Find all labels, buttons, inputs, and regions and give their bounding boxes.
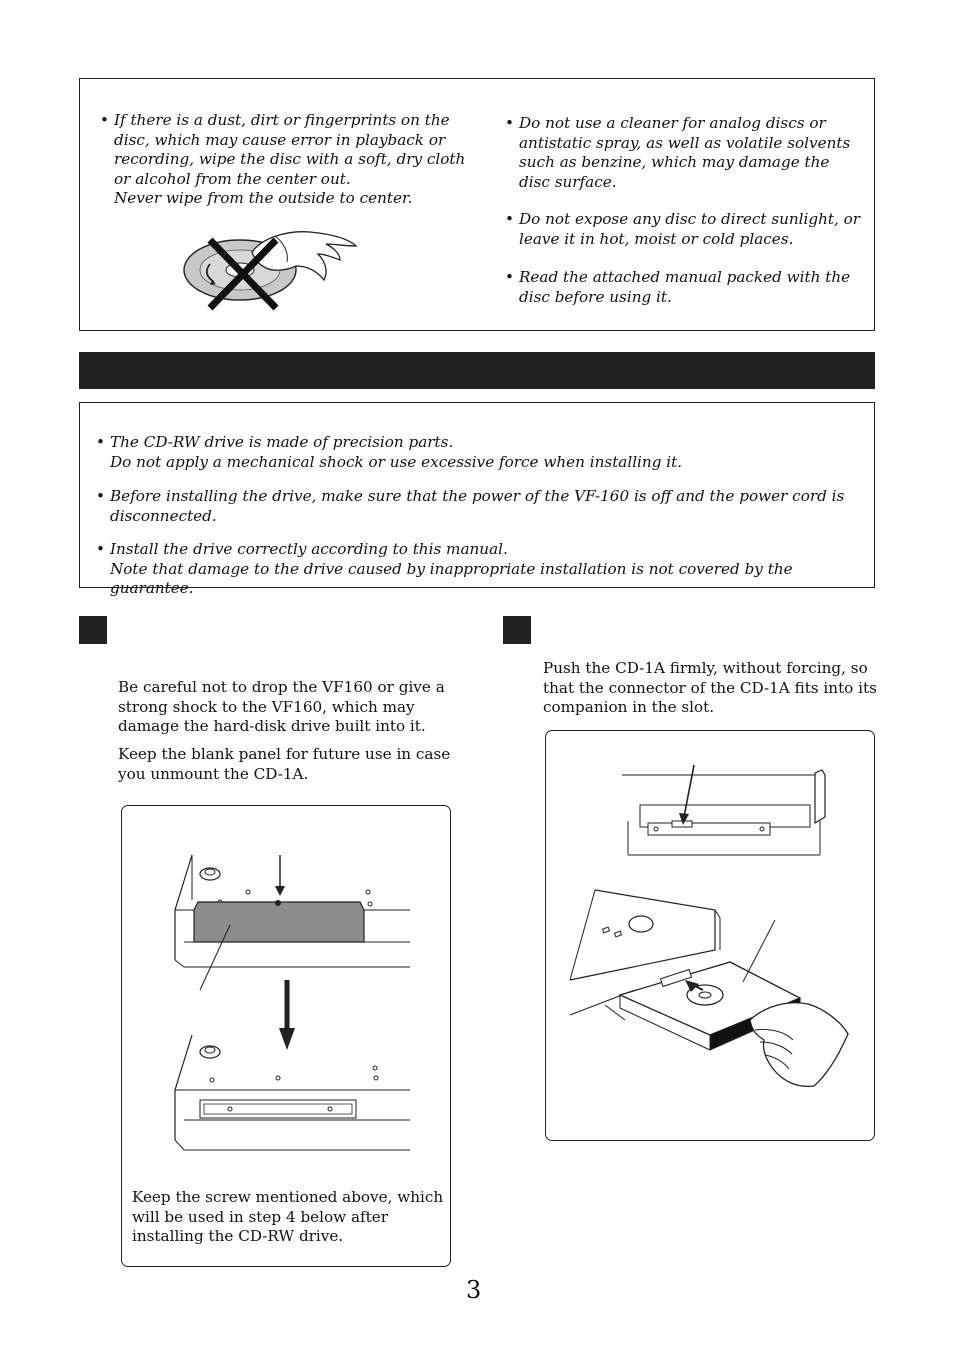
step-left-paragraph-2: Keep the blank panel for future use in case you unmount the CD-1A. <box>118 745 451 783</box>
blank-panel-removal-illustration <box>170 850 415 1155</box>
panel-screw-note: Keep the screw mentioned above, which will be used in step 4 below after installing the CD-RW drive. <box>132 1188 444 1245</box>
disc-care-manual-bullet: • Read the attached manual packed with the disc before using it. <box>505 268 851 306</box>
connector-detail-illustration <box>620 765 830 860</box>
section-header-bar <box>79 352 875 389</box>
disc-wipe-illustration <box>180 222 370 317</box>
disc-care-sunlight-bullet: • Do not expose any disc to direct sunlight, or leave it in hot, moist or cold places. <box>505 210 861 248</box>
disc-care-wipe-note: Never wipe from the outside to center. <box>114 189 413 207</box>
caution-install-bullet: • Install the drive correctly according to this manual. Note that damage to the drive caused by inappropriate installation is not covered by the guarantee. <box>96 540 793 597</box>
cd-drive-insertion-illustration <box>565 890 865 1110</box>
page-number: 3 <box>466 1276 482 1304</box>
step-right-paragraph-1: Push the CD-1A firmly, without forcing, so that the connector of the CD-1A fits into its companion in the slot. <box>543 659 877 716</box>
caution-power-bullet: • Before installing the drive, make sure that the power of the VF-160 is off and the power cord is disconnected. <box>96 487 845 525</box>
caution-precision-bullet: • The CD-RW drive is made of precision parts. Do not apply a mechanical shock or use excessive force when installing it. <box>96 433 683 471</box>
disc-care-wipe-bullet: • If there is a dust, dirt or fingerprints on the disc, which may cause error in playback or recording, wipe the disc with a soft, dry cloth or alcohol from the center out. Never wipe from the outside to center. <box>100 111 466 207</box>
step-marker-left <box>79 616 107 644</box>
step-marker-right <box>503 616 531 644</box>
step-left-paragraph-1: Be careful not to drop the VF160 or give a strong shock to the VF160, which may damage the hard-disk drive built into it. <box>118 678 445 735</box>
disc-care-cleaner-bullet: • Do not use a cleaner for analog discs or antistatic spray, as well as volatile solvents such as benzine, which may damage the disc surface. <box>505 114 851 191</box>
